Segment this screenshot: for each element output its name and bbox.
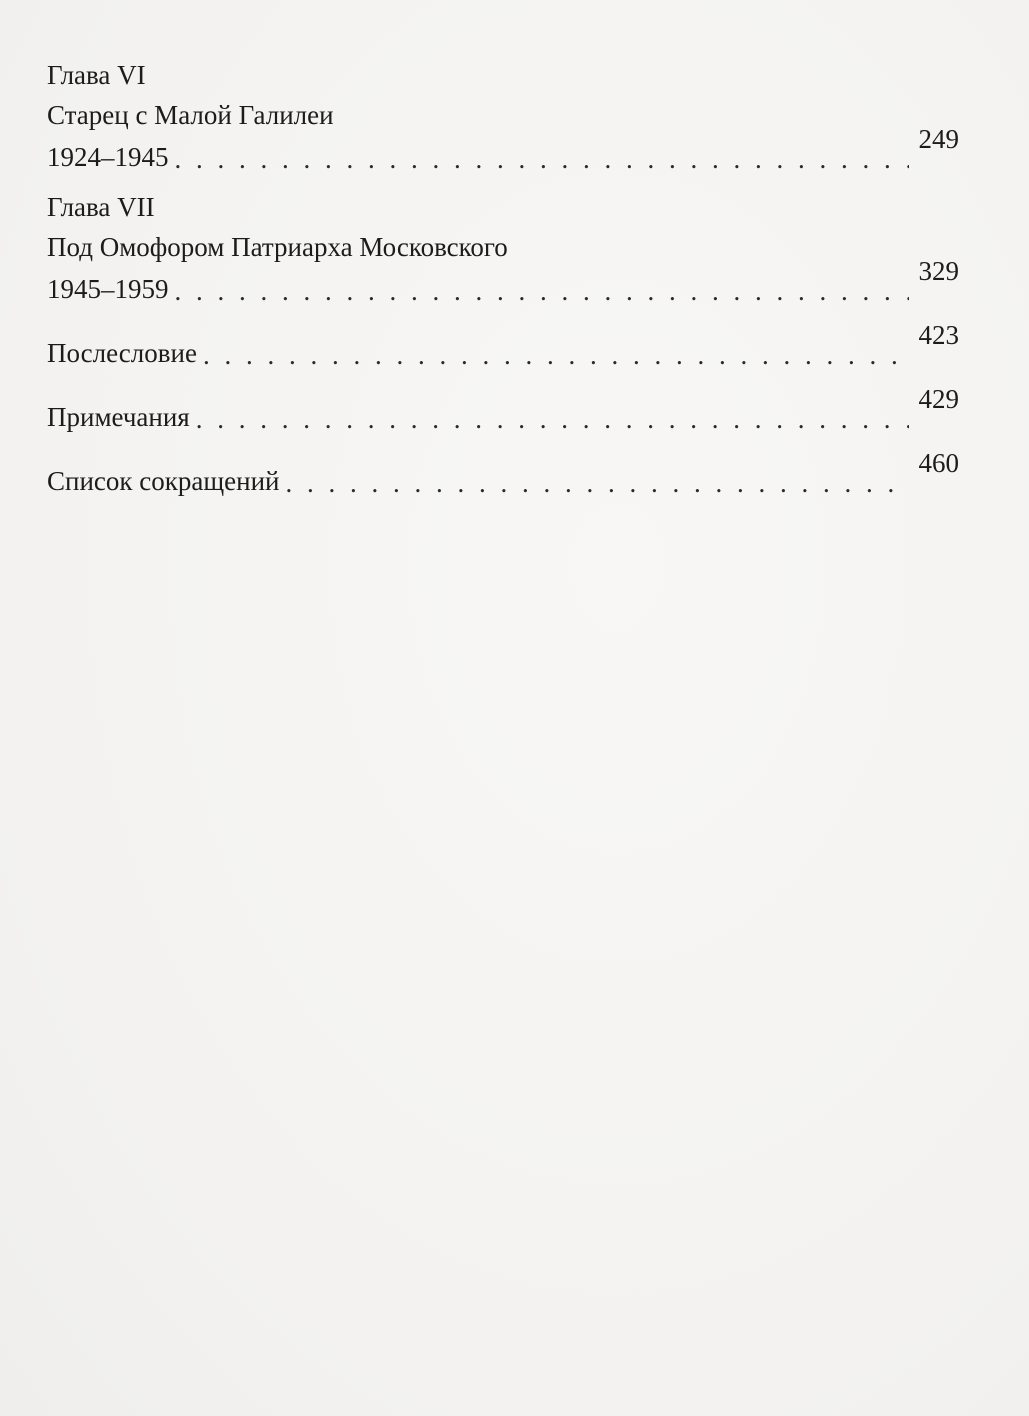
chapter7-heading: Глава VII bbox=[47, 192, 155, 222]
chapter7-page-number: 329 bbox=[918, 256, 959, 286]
toc-entry-chapter7[interactable] bbox=[47, 256, 959, 306]
notes-label: Примечания bbox=[47, 402, 190, 432]
leader-dots bbox=[175, 142, 909, 176]
chapter6-years: 1924–1945 bbox=[47, 142, 169, 172]
leader-dots bbox=[203, 338, 909, 372]
afterword-page-number: 423 bbox=[918, 320, 959, 350]
toc-entry-abbreviations[interactable] bbox=[47, 448, 959, 498]
leader-dots bbox=[196, 402, 909, 436]
chapter7-years: 1945–1959 bbox=[47, 274, 169, 304]
notes-page-number: 429 bbox=[918, 384, 959, 414]
chapter6-page-number: 249 bbox=[918, 124, 959, 154]
chapter7-title: Под Омофором Патриарха Московского bbox=[47, 232, 508, 262]
toc-entry-chapter6[interactable] bbox=[47, 124, 959, 174]
afterword-label: Послесловие bbox=[47, 338, 197, 368]
chapter6-title: Старец с Малой Галилеи bbox=[47, 100, 334, 130]
abbreviations-page-number: 460 bbox=[918, 448, 959, 478]
chapter6-heading: Глава VI bbox=[47, 60, 146, 90]
abbreviations-label: Список сокращений bbox=[47, 466, 280, 496]
toc-entry-notes[interactable] bbox=[47, 384, 959, 434]
toc-entry-afterword[interactable] bbox=[47, 320, 959, 370]
table-of-contents bbox=[47, 58, 959, 498]
leader-dots bbox=[175, 274, 909, 308]
leader-dots bbox=[285, 466, 908, 500]
